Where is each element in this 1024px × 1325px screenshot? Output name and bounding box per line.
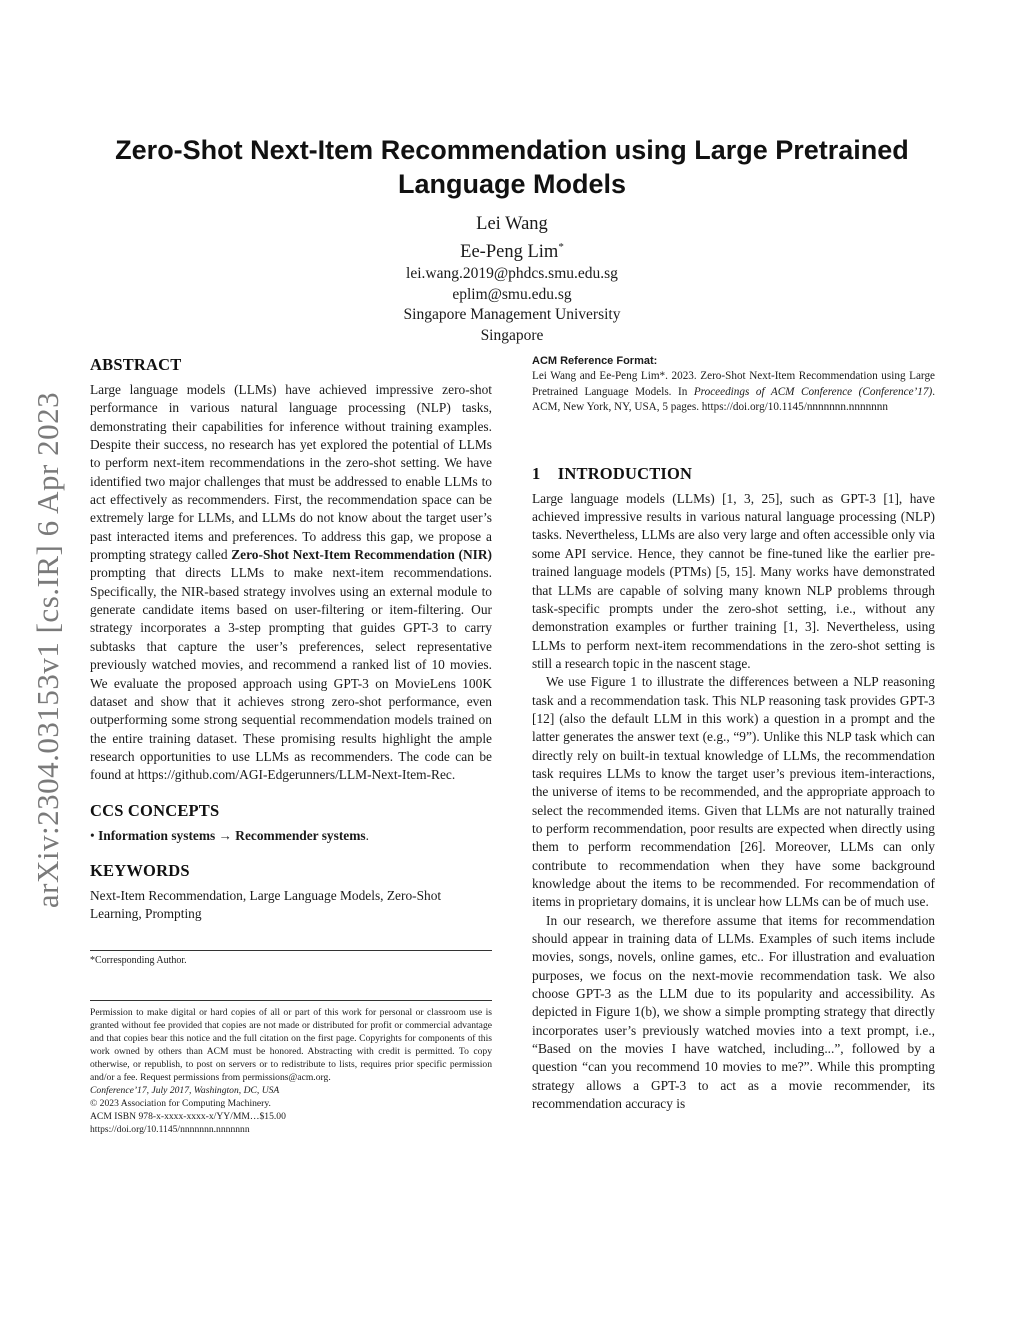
left-column <box>90 355 492 1137</box>
arxiv-side-stamp: arXiv:2304.03153v1 [cs.IR] 6 Apr 2023 <box>30 391 65 909</box>
ccs-period: . <box>365 827 369 843</box>
corresponding-author-footnote: *Corresponding Author. <box>90 954 187 966</box>
permission-text: Permission to make digital or hard copies of all or part of this work for personal or classroom use is granted without fee provided that copies are not made or distributed for profit or commercial advantage and that copies bear this notice and the full citation on the first page. Copyrights for components of this work owned by others than ACM must be honored. Abstracting with credit is permitted. To copy otherwise, or republish, to post on servers or to redistribute to lists, requires prior specific permission and/or a fee. Request permissions from permissions@acm.org. <box>90 1006 492 1084</box>
doi-line: https://doi.org/10.1145/nnnnnnn.nnnnnnn <box>90 1124 250 1136</box>
author-name: Lei Wang <box>476 214 548 234</box>
author-email: eplim@smu.edu.sg <box>452 285 572 303</box>
abstract-text <box>90 381 492 785</box>
ccs-bullet: • <box>90 827 95 843</box>
acm-reference-venue: Proceedings of ACM Conference (Conference’17) <box>693 385 933 398</box>
author-email: lei.wang.2019@phdcs.smu.edu.sg <box>406 265 618 283</box>
acm-reference-label: ACM Reference Format: <box>532 355 658 367</box>
ccs-heading: CCS CONCEPTS <box>90 800 220 820</box>
intro-paragraph: In our research, we therefore assume that items for recommendation should appear in training data of LLMs. Examples of such items include movies, songs, novels, online games, etc.. For illustration and evaluation purposes, we focus on the next-movie recommendation task. We also choose GPT-3 as the LLM due to its popularity and accessibility. As depicted in Figure 1(b), we show a simple prompting strategy that directly incorporates user’s previously watched movies into a text prompt, i.e., “Based on the movies I have watched, including...”, followed by a question “can you recommend 10 movies to me?”. While this prompting strategy allows a GPT-3 to act as a movie recommender, its recommendation accuracy is <box>532 912 935 1112</box>
keywords-heading: KEYWORDS <box>90 860 190 880</box>
acm-reference-start: Lei Wang and Ee-Peng Lim*. 2023. Zero-Shot Next-Item Recommendation using Large Pretrained Language Models. In <box>532 370 935 398</box>
corresponding-mark: * <box>558 241 564 253</box>
author-name <box>200 236 824 264</box>
ccs-concepts <box>90 827 492 845</box>
author-name-text: Ee-Peng Lim <box>460 242 559 263</box>
ccs-concept: Information systems → Recommender systems <box>98 827 366 843</box>
right-column <box>532 355 935 1113</box>
abstract-text-end: prompting that directs LLMs to make next-item recommendations. Specifically, the NIR-based strategy involves using an external module to generate candidate items based on user-filtering or item-filtering. Our strategy incorporates a 3-step prompting that guides GPT-3 to carry subtasks that capture the user’s preferences, select representative previously watched movies, and recommend a ranked list of 10 movies. We evaluate the proposed approach using GPT-3 on MovieLens 100K dataset and show that it achieves strong zero-shot performance, even outperforming some strong sequential recommendation models trained on the entire training dataset. These promising results highlight the ample research opportunities to use LLMs as recommenders. The code can be found at https://github.com/AGI-Edgerunners/LLM-Next-Item-Rec. <box>90 565 492 783</box>
abstract-text-start: Large language models (LLMs) have achieved impressive zero-shot performance in various natural language processing (NLP) tasks, demonstrating their capabilities for inference without training examples. Despite their success, no research has yet explored the potential of LLMs to perform next-item recommendations in the zero-shot setting. We have identified two major challenges that must be addressed to enable LLMs to act effectively as recommenders. First, the recommendation space can be extremely large for LLMs, and LLMs do not know about the target user’s past interacted items and preferences. To address this gap, we propose a prompting strategy called <box>90 382 492 563</box>
country: Singapore <box>480 326 544 344</box>
paper-title: Zero-Shot Next-Item Recommendation using Large Pretrained Language Models <box>115 135 909 199</box>
intro-paragraph: We use Figure 1 to illustrate the differences between a NLP reasoning task and a recommendation task. This NLP reasoning task provides GPT-3 [12] (also the default LLM in this work) a question in a prompt and the latter generates the answer text (e.g., “9”). Unlike this NLP task which can directly rely on built-in textual knowledge of LLMs, the recommendation task requires LLMs to know the target user’s previous item-interactions, the universe of items to be recommended, and the appropriate approach to select the recommended items. Given that LLMs are not naturally trained to perform recommendation, poor results are expected when directly using them to perform recommendation [26]. Moreover, LLMs can only contribute to recommendation when they have some background knowledge about the items to be recommended. For recommendation of items in proprietary domains, it is unclear how LLMs can be of much use. <box>532 674 935 910</box>
copyright-line: © 2023 Association for Computing Machinery. <box>90 1098 271 1110</box>
introduction-heading: 1 INTRODUCTION <box>532 463 693 483</box>
permission-divider <box>90 1000 492 1001</box>
footnote-divider <box>90 950 492 951</box>
conference-line: Conference’17, July 2017, Washington, DC, USA <box>90 1085 280 1097</box>
abstract-heading: ABSTRACT <box>90 355 182 374</box>
intro-paragraph: Large language models (LLMs) [1, 3, 25], such as GPT-3 [1], have achieved impressive results in various natural language processing (NLP) tasks. Nevertheless, LLMs are also very large and often accessible only via some API service. Hence, they cannot be fine-tuned like the earlier pre-trained language models (PTMs) [5, 15]. Many works have demonstrated that LLMs are capable of solving many known NLP problems through task-specific prompts under the zero-shot setting, i.e., without any demonstration examples or further training [1, 3]. Nevertheless, using LLMs to perform next-item recommendations in the zero-shot setting is still a research topic in the nascent stage. <box>532 490 935 671</box>
acm-reference-text <box>532 369 935 416</box>
acm-reference-end: . ACM, New York, NY, USA, 5 pages. https://doi.org/10.1145/nnnnnnn.nnnnnnn <box>532 385 935 414</box>
isbn-line: ACM ISBN 978-x-xxxx-xxxx-x/YY/MM…$15.00 <box>90 1111 286 1123</box>
permission-notice <box>90 1006 492 1137</box>
nir-term: Zero-Shot Next-Item Recommendation (NIR) <box>231 547 492 563</box>
keywords-text: Next-Item Recommendation, Large Language Models, Zero-Shot Learning, Prompting <box>90 887 442 922</box>
author-block <box>200 213 824 346</box>
affiliation: Singapore Management University <box>403 306 621 324</box>
